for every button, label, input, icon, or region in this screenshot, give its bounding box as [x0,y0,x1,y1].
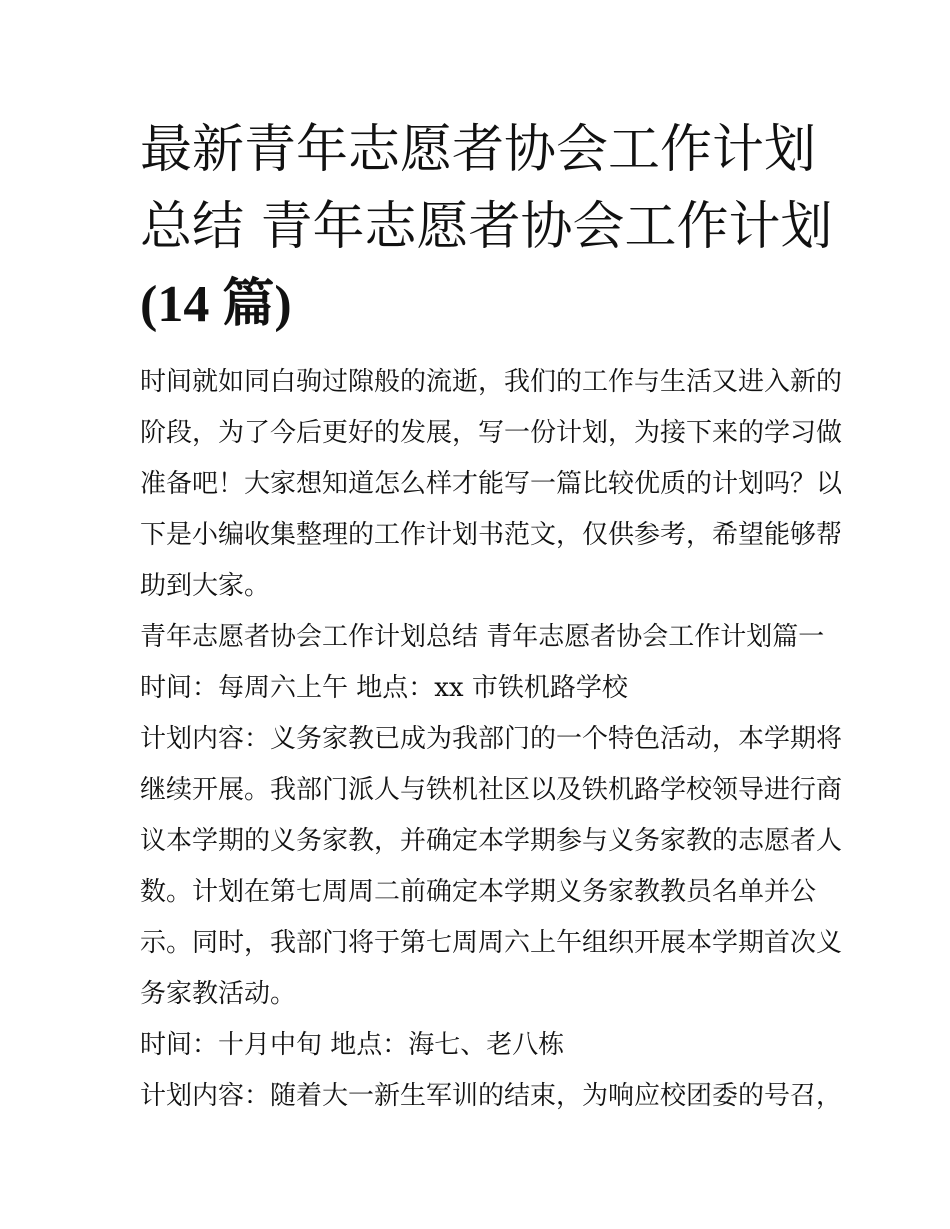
text-line: 计划内容：随着大一新生军训的结束，为响应校团委的号召， [140,1081,843,1111]
title-line: (14 篇) [140,276,292,333]
text-line: 时间：十月中旬 地点：海七、老八栋 [140,1030,565,1060]
text-line: 青年志愿者协会工作计划总结 青年志愿者协会工作计划篇一 [140,622,825,652]
text-line: 阶段，为了今后更好的发展，写一份计划，为接下来的学习做 [140,418,843,448]
text-line: 助到大家。 [140,571,271,601]
plan-content-paragraph [140,714,843,1020]
text-line: 数。计划在第七周周二前确定本学期义务家教教员名单并公 [140,877,817,907]
text-line: 计划内容：义务家教已成为我部门的一个特色活动，本学期将 [140,724,843,754]
document-title [140,112,833,343]
text-line: 下是小编收集整理的工作计划书范文，仅供参考，希望能够帮 [140,520,843,550]
title-line: 最新青年志愿者协会工作计划 [140,120,817,180]
title-line: 总结 青年志愿者协会工作计划 [140,197,833,257]
text-line: 务家教活动。 [140,979,297,1009]
text-line: 时间：每周六上午 地点：xx 市铁机路学校 [140,673,628,703]
text-line: 时间就如同白驹过隙般的流逝，我们的工作与生活又进入新的 [140,367,843,397]
text-line: 议本学期的义务家教，并确定本学期参与义务家教的志愿者人 [140,826,843,856]
section-heading [140,612,825,663]
time-location-line [140,1020,816,1071]
text-line: 示。同时，我部门将于第七周周六上午组织开展本学期首次义 [140,928,843,958]
time-location-line [140,663,816,714]
text-line: 准备吧！大家想知道怎么样才能写一篇比较优质的计划吗？以 [140,469,843,499]
document-body [140,357,843,1122]
plan-content-paragraph [140,1071,843,1122]
intro-paragraph [140,357,843,612]
text-line: 继续开展。我部门派人与铁机社区以及铁机路学校领导进行商 [140,775,843,805]
document-page [140,112,843,1122]
